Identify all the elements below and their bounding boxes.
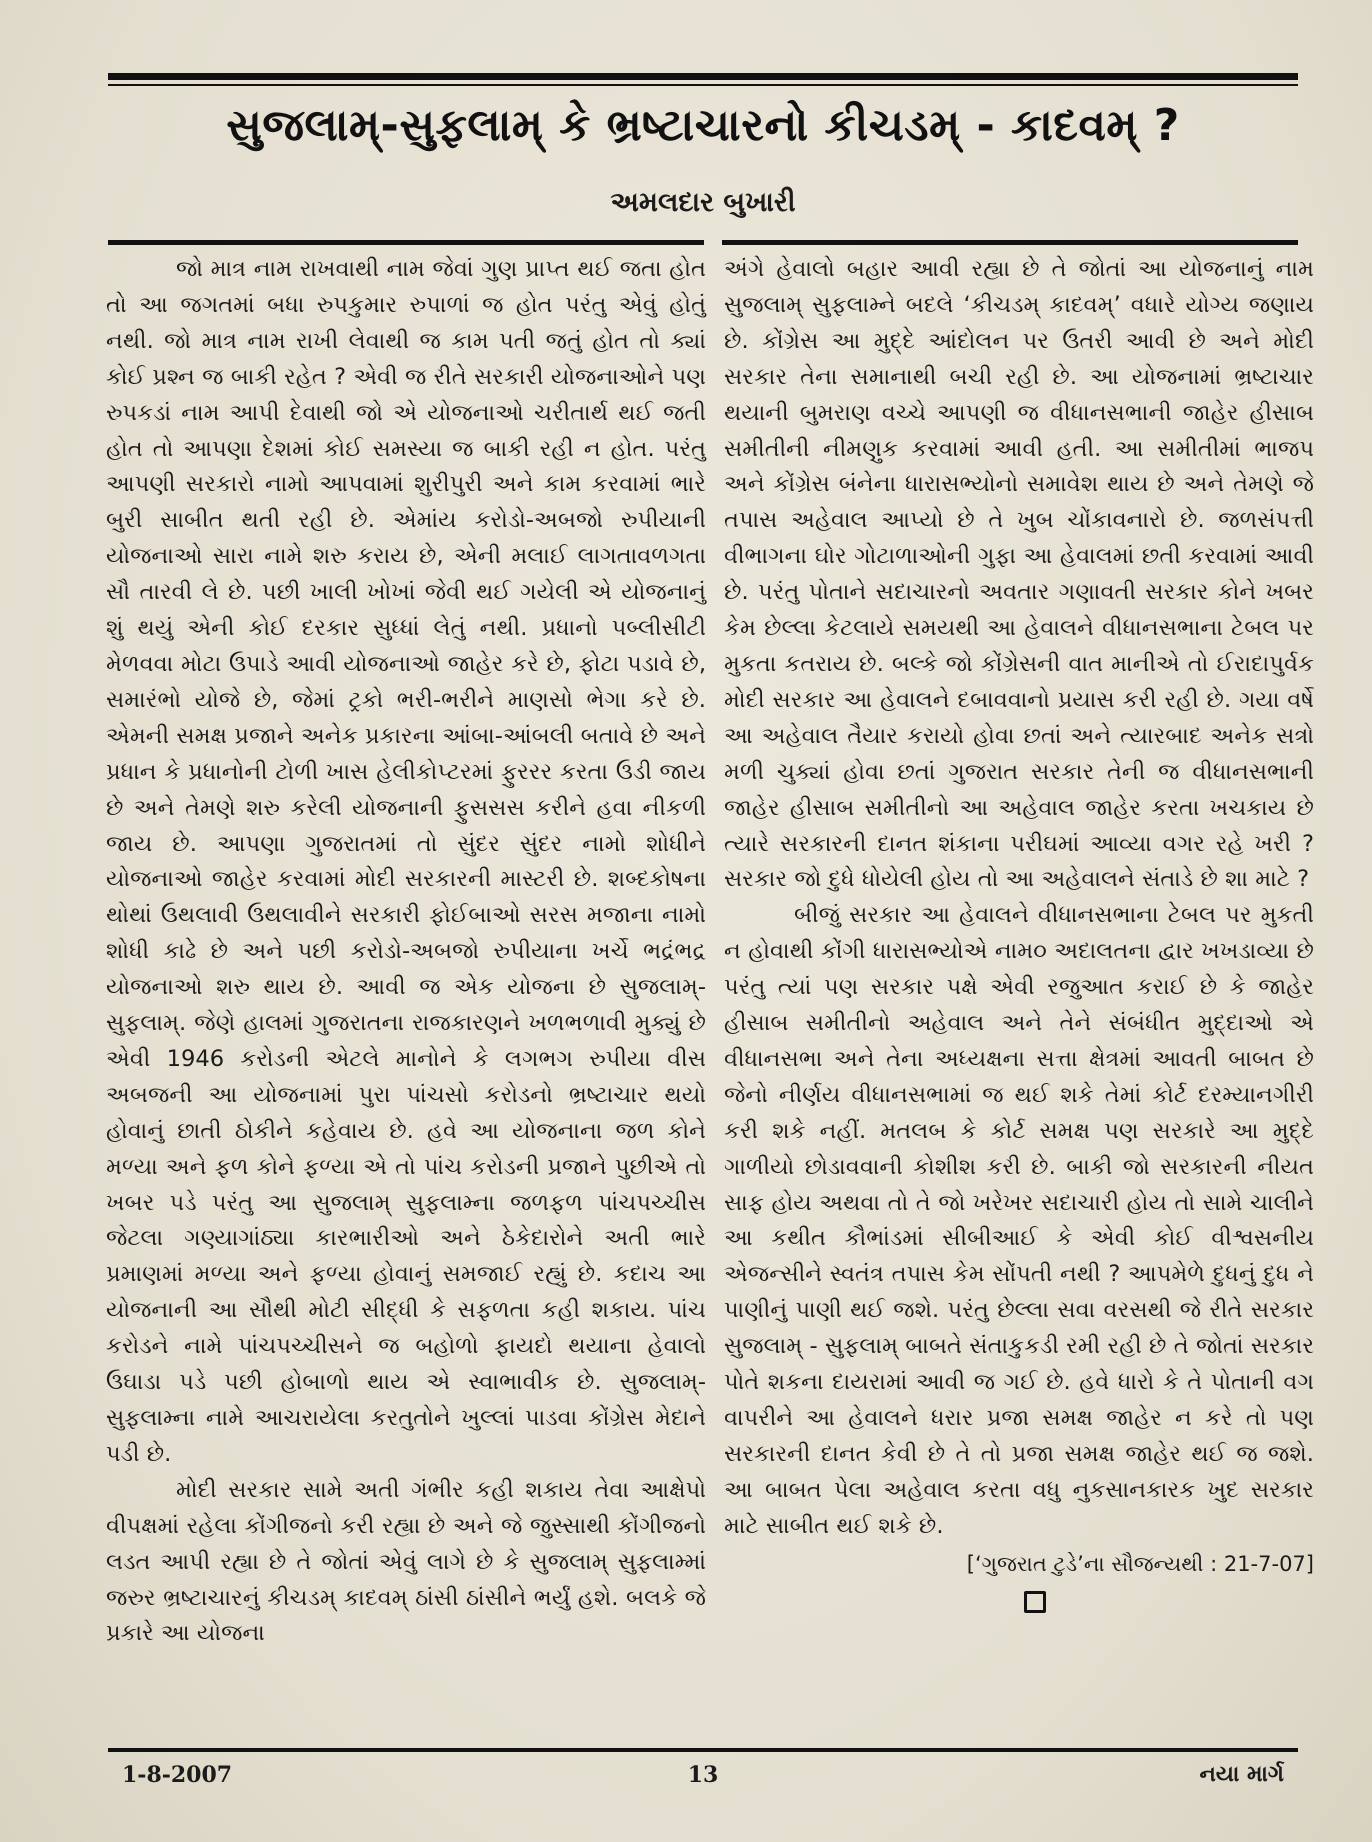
article-author: અમલદાર બુખારી: [610, 187, 796, 218]
magazine-name: નયા માર્ગ: [1199, 1762, 1284, 1787]
paragraph: બીજું સરકાર આ હેવાલને વીધાનસભાના ટેબલ પર મુકતી ન હોવાથી કોંગી ધારાસભ્યોએ નામ૦ અદાલતના દ્વાર ખખડાવ્યા છે પરંતુ ત્યાં પણ સરકાર પક્ષે એવી રજુઆત કરાઈ છે કે જાહેર હીસાબ સમીતીનો અહેવાલ અને તેને સંબંધીત મુદ્દાઓ એ વીધાનસભા અને તેના અધ્યક્ષના સત્તા ક્ષેત્રમાં આવતી બાબત છે જેનો નીર્ણય વીધાનસભામાં જ થઈ શકે તેમાં કોર્ટ દરમ્યાનગીરી કરી શકે નહીં. મતલબ કે કોર્ટ સમક્ષ પણ સરકારે આ મુદ્દે ગાળીયો છોડાવવાની કોશીશ કરી છે. બાકી જો સરકારની નીયત સાફ હોય અથવા તો તે જો ખરેખર સદાચારી હોય તો સામે ચાલીને આ કથીત કૌભાંડમાં સીબીઆઈ કે એવી કોઈ વીશ્વસનીય એજન્સીને સ્વતંત્ર તપાસ કેમ સોંપતી નથી ? આપમેળે દુધનું દુધ ને પાણીનું પાણી થઈ જશે. પરંતુ છેલ્લા સવા વરસથી જે રીતે સરકાર સુજલામ્ - સુફલામ્ બાબતે સંતાકુકડી રમી રહી છે તે જોતાં સરકાર પોતે શકના દાયરામાં આવી જ ગઈ છે. હવે ધારો કે તે પોતાની વગ વાપરીને આ હેવાલને ધરાર પ્રજા સમક્ષ જાહેર ન કરે તો પણ સરકારની દાનત કેવી છે તે તો પ્રજા સમક્ષ જાહેર થઈ જ જશે. આ બાબત પેલા અહેવાલ કરતા વધુ નુકસાનકારક ખુદ સરકાર માટે સાબીત થઈ શકે છે.: [724, 902, 1314, 1539]
paragraph: મોદી સરકાર સામે અતી ગંભીર કહી શકાય તેવા આક્ષેપો વીપક્ષમાં રહેલા કોંગીજનો કરી રહ્યા છે અને જે જુસ્સાથી કોંગીજનો લડત આપી રહ્યા છે તે જોતાં એવું લાગે છે કે સુજલામ્ સુફલામ્માં જરુર ભ્રષ્ટાચારનું કીચડમ્ કાદવમ્ ઠાંસી ઠાંસીને ભર્યું હશે. બલકે જે પ્રકારે આ યોજના: [106, 1476, 706, 1647]
paragraph: અંગે હેવાલો બહાર આવી રહ્યા છે તે જોતાં આ યોજનાનું નામ સુજલામ્ સુફલામ્ને બદલે ‘કીચડમ્ કાદવમ્’ વધારે યોગ્ય જણાય છે. કોંગ્રેસ આ મુદ્દે આંદોલન પર ઉતરી આવી છે અને મોદી સરકાર તેના સમાનાથી બચી રહી છે. આ યોજનામાં ભ્રષ્ટાચાર થયાની બુમરાણ વચ્ચે આપણી જ વીધાનસભાની જાહેર હીસાબ સમીતીની નીમણુક કરવામાં આવી હતી. આ સમીતીમાં ભાજપ અને કોંગ્રેસ બંનેના ધારાસભ્યોનો સમાવેશ થાય છે અને તેમણે જે તપાસ અહેવાલ આપ્યો છે તે ખુબ ચોંકાવનારો છે. જળસંપત્તી વીભાગના ઘોર ગોટાળાઓની ગુફા આ હેવાલમાં છતી કરવામાં આવી છે. પરંતુ પોતાને સદાચારનો અવતાર ગણાવતી સરકાર કોને ખબર કેમ છેલ્લા કેટલાયે સમયથી આ હેવાલને વીધાનસભાના ટેબલ પર મુકતા કતરાય છે. બલ્કે જો કોંગ્રેસની વાત માનીએ તો ઈરાદાપુર્વક મોદી સરકાર આ હેવાલને દબાવવાનો પ્રયાસ કરી રહી છે. ગયા વર્ષે આ અહેવાલ તૈયાર કરાયો હોવા છતાં અને ત્યારબાદ અનેક સત્રો મળી ચુક્યાં હોવા છતાં ગુજરાત સરકાર તેની જ વીધાનસભાની જાહેર હીસાબ સમીતીનો આ અહેવાલ જાહેર કરતા ખચકાય છે ત્યારે સરકારની દાનત શંકાના પરીઘમાં આવ્યા વગર રહે ખરી ? સરકાર જો દુધે ધોયેલી હોય તો આ અહેવાલને સંતાડે છે શા માટે ?: [724, 256, 1314, 893]
end-of-article-mark: [1024, 1591, 1046, 1613]
right-column-rule: [722, 240, 1298, 245]
left-column-rule: [108, 240, 704, 245]
left-column: [106, 252, 706, 1652]
paragraph: જો માત્ર નામ રાખવાથી નામ જેવાં ગુણ પ્રાપ્ત થઈ જતા હોત તો આ જગતમાં બધા રુપકુમાર રુપાળાં જ હોત પરંતુ એવું હોતું નથી. જો માત્ર નામ રાખી લેવાથી જ કામ પતી જતું હોત તો ક્યાં કોઈ પ્રશ્ન જ બાકી રહેત ? એવી જ રીતે સરકારી યોજનાઓને પણ રુપકડાં નામ આપી દેવાથી જો એ યોજનાઓ ચરીતાર્થ થઈ જતી હોત તો આપણા દેશમાં કોઈ સમસ્યા જ બાકી રહી ન હોત. પરંતુ આપણી સરકારો નામો આપવામાં શુરીપુરી અને કામ કરવામાં ભારે બુરી સાબીત થતી રહી છે. એમાંય કરોડો-અબજો રુપીયાની યોજનાઓ સારા નામે શરુ કરાય છે, એની મલાઈ લાગતાવળગતા સૌ તારવી લે છે. પછી ખાલી ખોખાં જેવી થઈ ગયેલી એ યોજનાનું શું થયું એની કોઈ દરકાર સુધ્ધાં લેતું નથી. પ્રધાનો પબ્લીસીટી મેળવવા મોટા ઉપાડે આવી યોજનાઓ જાહેર કરે છે, ફોટા પડાવે છે, સમારંભો યોજે છે, જેમાં ટ્રકો ભરી-ભરીને માણસો ભેગા કરે છે. એમની સમક્ષ પ્રજાને અનેક પ્રકારના આંબા-આંબલી બતાવે છે અને પ્રધાન કે પ્રધાનોની ટોળી ખાસ હેલીકોપ્ટરમાં ફુરરર કરતા ઉડી જાય છે અને તેમણે શરુ કરેલી યોજનાની ફુસસસ કરીને હવા નીકળી જાય છે. આપણા ગુજરાતમાં તો સુંદર સુંદર નામો શોધીને યોજનાઓ જાહેર કરવામાં મોદી સરકારની માસ્ટરી છે. શબ્દકોષના થોથાં ઉથલાવી ઉથલાવીને સરકારી ફોઈબાઓ સરસ મજાના નામો શોધી કાઢે છે અને પછી કરોડો-અબજો રુપીયાના ખર્ચે ભદ્રંભદ્ર યોજનાઓ શરુ થાય છે. આવી જ એક યોજના છે સુજલામ્-સુફલામ્. જેણે હાલમાં ગુજરાતના રાજકારણને ખળભળાવી મુક્યું છે એવી 1946 કરોડની એટલે માનોને કે લગભગ રુપીયા વીસ અબજની આ યોજનામાં પુરા પાંચસો કરોડનો ભ્રષ્ટાચાર થયો હોવાનું છાતી ઠોકીને કહેવાય છે. હવે આ યોજનાના જળ કોને મળ્યા અને ફળ કોને ફળ્યા એ તો પાંચ કરોડની પ્રજાને પુછીએ તો ખબર પડે પરંતુ આ સુજલામ્ સુફલામ્ના જળફળ પાંચપચ્ચીસ જેટલા ગણ્યાગાંઠ્યા કારભારીઓ અને ઠેકેદારોને અતી ભારે પ્રમાણમાં મળ્યા અને ફળ્યા હોવાનું સમજાઈ રહ્યું છે. કદાચ આ યોજનાની આ સૌથી મોટી સીદ્ધી કે સફળતા કહી શકાય. પાંચ કરોડને નામે પાંચપચ્ચીસને જ બહોળો ફાયદો થયાના હેવાલો ઉઘાડા પડે પછી હોબાળો થાય એ સ્વાભાવીક છે. સુજલામ્-સુફલામ્ના નામે આચરાયેલા કરતુતોને ખુલ્લાં પાડવા કોંગ્રેસ મેદાને પડી છે.: [106, 256, 706, 1467]
footer-rule: [108, 1748, 1298, 1752]
right-column: [724, 252, 1314, 1613]
top-rule: [108, 73, 1298, 80]
top-rule-thin: [108, 84, 1298, 86]
article-title: સુજલામ્-સુફલામ્ કે ભ્રષ્ટાચારનો કીચડમ્ - કાદવમ્ ?: [226, 100, 1180, 151]
page-number: 13: [687, 1762, 719, 1788]
source-credit: [‘ગુજરાત ટુડે’ના સૌજન્યથી : 21-7-07]: [966, 1551, 1314, 1576]
issue-date: 1-8-2007: [122, 1762, 233, 1788]
